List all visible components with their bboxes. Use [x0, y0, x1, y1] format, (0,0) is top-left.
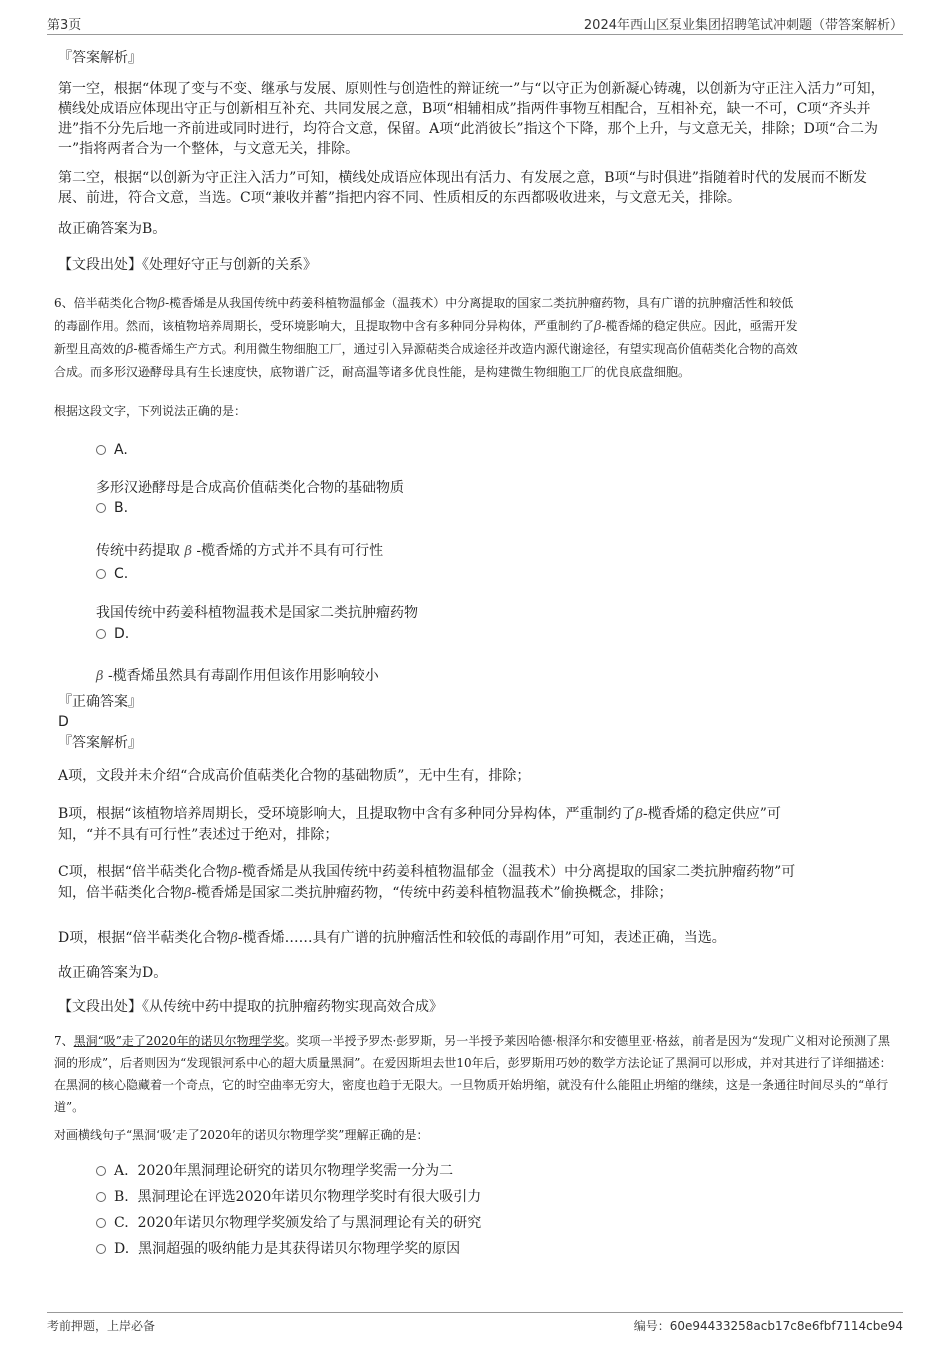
q6-option-b-text: 传统中药提取 β -榄香烯的方式并不具有可行性 — [96, 543, 384, 559]
q6-source: 【文段出处】《从传统中药中提取的抗肿瘤药物实现高效合成》 — [58, 999, 443, 1015]
q6-analysis-c: C项，根据“倍半萜类化合物β-榄香烯是从我国传统中药姜科植物温郁金（温莪术）中分离提取的国家二类抗肿瘤药物”可 知，倍半萜类化合物β-榄香烯是国家二类抗肿瘤药物，“传统中药姜科植物温莪术”偷换概念，排除； — [58, 864, 796, 901]
beta-symbol: β — [229, 865, 238, 880]
q6-answer-label: 『正确答案』 — [58, 694, 142, 710]
q6-option-d[interactable]: D. — [96, 626, 129, 642]
q5-analysis-label: 『答案解析』 — [58, 50, 142, 66]
q7-question: 对画横线句子“黑洞‘吸’走了2020年的诺贝尔物理学奖”理解正确的是： — [54, 1128, 429, 1142]
q6-conclusion: 故正确答案为D。 — [58, 965, 168, 981]
q6-option-a-text: 多形汉逊酵母是合成高价值萜类化合物的基础物质 — [96, 480, 404, 496]
q6-option-b[interactable]: B. — [96, 500, 128, 516]
q6-option-d-text: β -榄香烯虽然具有毒副作用但该作用影响较小 — [96, 668, 379, 684]
footer-slogan: 考前押题，上岸必备 — [47, 1319, 156, 1333]
radio-icon[interactable] — [96, 1218, 106, 1228]
page-header — [47, 14, 903, 35]
beta-symbol: β — [184, 886, 192, 901]
q6-question: 根据这段文字，下列说法正确的是： — [54, 404, 247, 418]
radio-icon[interactable] — [96, 1166, 106, 1176]
beta-symbol: β — [230, 931, 238, 946]
radio-icon[interactable] — [96, 1244, 106, 1254]
q6-analysis-a: A项，文段并未介绍“合成高价值萜类化合物的基础物质”，无中生有，排除； — [58, 768, 531, 784]
q7-underlined-sentence: 黑洞“吸”走了2020年的诺贝尔物理学奖 — [73, 1034, 285, 1048]
q5-analysis-p1: 第一空，根据“体现了变与不变、继承与发展、原则性与创造性的辩证统一”与“以守正为创新凝心铸魂，以创新为守正注入活力”可知，横线处成语应体现出守正与创新相互补充、共同发展之意，B项“相辅相成”指两件事物互相配合，互相补充，缺一不可，C项“齐头并进”指不分先后地一齐前进或同时进行，均符合文意，保留。A项“此消彼长”指这个下降，那个上升，与文意无关，排除；D项“合二为一”指将两者合为一个整体，与文意无关，排除。 — [58, 81, 885, 157]
radio-icon[interactable] — [96, 629, 106, 639]
document-id: 编号：60e94433258acb17c8e6fbf7114cbe94 — [633, 1319, 903, 1333]
q6-analysis-b: B项，根据“该植物培养周期长，受环境影响大，且提取物中含有多种同分异构体，严重制约了β-榄香烯的稳定供应”可 知，“并不具有可行性”表述过于绝对，排除； — [58, 806, 781, 843]
radio-icon[interactable] — [96, 445, 106, 455]
radio-icon[interactable] — [96, 1192, 106, 1202]
q6-analysis-label: 『答案解析』 — [58, 735, 142, 751]
beta-symbol: β — [126, 342, 134, 357]
beta-symbol: β — [157, 296, 166, 311]
page-footer — [47, 1312, 903, 1333]
q7-option-c[interactable]: C. 2020年诺贝尔物理学奖颁发给了与黑洞理论有关的研究 — [96, 1212, 481, 1232]
q6-answer: D — [58, 714, 69, 730]
q5-analysis-p2: 第二空，根据“以创新为守正注入活力”可知，横线处成语应体现出有活力、有发展之意，B项“与时俱进”指随着时代的发展而不断发展、前进，符合文意，当选。C项“兼收并蓄”指把内容不同、性质相反的东西都吸收进来，与文意无关，排除。 — [58, 170, 867, 206]
q6-option-c-text: 我国传统中药姜科植物温莪术是国家二类抗肿瘤药物 — [96, 605, 418, 621]
q7-option-b[interactable]: B. 黑洞理论在评选2020年诺贝尔物理学奖时有很大吸引力 — [96, 1186, 481, 1206]
beta-symbol: β — [96, 669, 104, 684]
q6-option-a[interactable]: A. — [96, 442, 128, 458]
beta-symbol: β — [635, 807, 643, 822]
q6-analysis-d: D项，根据“倍半萜类化合物β-榄香烯……具有广谱的抗肿瘤活性和较低的毒副作用”可知，表述正确，当选。 — [58, 930, 726, 946]
q6-option-c[interactable]: C. — [96, 566, 128, 582]
q7-stem: 7、黑洞“吸”走了2020年的诺贝尔物理学奖。奖项一半授予罗杰·彭罗斯，另一半授予莱因哈德·根泽尔和安德里亚·格兹，前者是因为“发现广义相对论预测了黑洞的形成”，后者则因为“发现银河系中心的超大质量黑洞”。在爱因斯坦去世10年后，彭罗斯用巧妙的数学方法论证了黑洞可以形成，并对其进行了详细描述：在黑洞的核心隐藏着一个奇点，它的时空曲率无穷大，密度也趋于无限大。一旦物质开始坍缩，就没有什么能阻止坍缩的继续，这是一条通往时间尽头的“单行道”。 — [54, 1034, 892, 1114]
q5-conclusion: 故正确答案为B。 — [58, 221, 167, 237]
q5-source: 【文段出处】《处理好守正与创新的关系》 — [58, 257, 317, 273]
radio-icon[interactable] — [96, 503, 106, 513]
document-title: 2024年西山区泵业集团招聘笔试冲刺题（带答案解析） — [583, 18, 903, 33]
page-number: 第3页 — [47, 18, 82, 33]
radio-icon[interactable] — [96, 569, 106, 579]
q7-option-a[interactable]: A. 2020年黑洞理论研究的诺贝尔物理学奖需一分为二 — [96, 1160, 453, 1180]
beta-symbol: β — [594, 319, 602, 334]
beta-symbol: β — [184, 544, 192, 559]
q6-stem: 6、倍半萜类化合物β-榄香烯是从我国传统中药姜科植物温郁金（温莪术）中分离提取的国家二类抗肿瘤药物，具有广谱的抗肿瘤活性和较低 的毒副作用。然而，该植物培养周期长，受环境影响大，且提取物中含有多种同分异构体，严重制约了β-榄香烯的稳定供应。因此，亟需开发 新型且高效的β-榄香烯生产方式。利用微生物细胞工厂，通过引入异源萜类合成途径并改造内源代谢途径，有望实现高价值萜类化合物的高效 合成。而多形汉逊酵母具有生长速度快，底物谱广泛，耐高温等诸多优良性能，是构建微生物细胞工厂的优良底盘细胞。 — [54, 296, 798, 379]
q7-option-d[interactable]: D. 黑洞超强的吸纳能力是其获得诺贝尔物理学奖的原因 — [96, 1238, 460, 1258]
